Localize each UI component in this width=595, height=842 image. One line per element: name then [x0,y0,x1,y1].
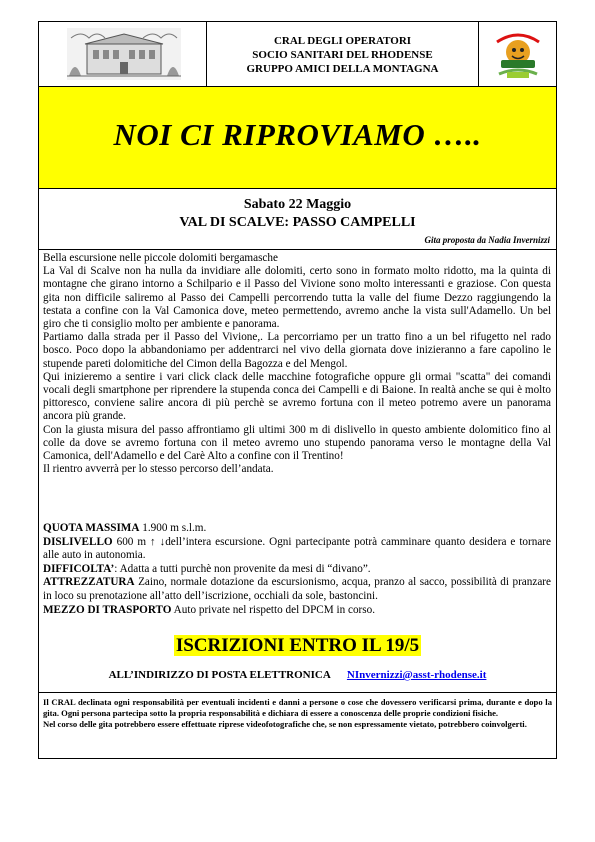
description-paragraph: Qui inizieremo a sentire i vari click clack delle macchine fotografiche oppure gli ormai "scatta" dei comandi vocali degli smartphone per riprendere la stupenda conca dei Campelli e di Baione. In realtà anche se qui è molto pittoresco, conviene salire ancora di più perchè se avremo fortuna con il meteo potremo avere un panorama ancora più grande. [43,370,551,423]
quota-label: QUOTA MASSIMA [43,522,140,534]
description [43,252,551,476]
logo-cell [479,22,556,86]
disclaimer-paragraph: Nel corso delle gita potrebbero essere effettuate riprese videofotografiche che, se non espressamente vietato, potrebbero coinvolgerti. [43,719,527,729]
registration-deadline-text: ISCRIZIONI ENTRO IL 19/5 [175,635,420,656]
quota-value: 1.900 m s.l.m. [139,522,207,534]
dislivello-row [43,536,551,563]
dislivello-label: DISLIVELLO [43,535,113,548]
email-label: ALL’INDIRIZZO DI POSTA ELETTRONICA [108,669,331,681]
headline: NOI CI RIPROVIAMO ….. [113,117,482,152]
registration-deadline [39,635,556,657]
difficolta-value: : Adatta a tutti purchè non provenite da mesi di “divano”. [114,562,371,575]
attrezzatura-row [43,576,551,603]
event-date: Sabato 22 Maggio [243,197,352,212]
event-destination: VAL DI SCALVE: PASSO CAMPELLI [179,215,416,230]
attrezzatura-label: ATTREZZATURA [43,576,135,589]
org-line-3: GRUPPO AMICI DELLA MONTAGNA [246,63,439,75]
attrezzatura-value: Zaino, normale dotazione da escursionismo, acqua, pranzo al sacco, possibilità di pranzare in loco su prenotazione all’atto dell’iscrizione, occhiali da sole, bastoncini. [43,576,551,602]
dislivello-value: 600 m ↑ ↓dell’intera escursione. Ogni partecipante potrà camminare quanto desidera e tornare alle auto in autonomia. [43,535,551,562]
header [39,22,556,87]
building-illustration-icon [67,28,181,80]
registration-email-row [39,669,556,681]
difficolta-label: DIFFICOLTA’ [43,562,115,575]
disclaimer-paragraph: Il CRAL declinata ogni responsabilità per eventuali incidenti e danni a persone o cose che dovessero verificarsi prima, durante e dopo la gita. Ogni persona partecipa sotto la propria responsabilità e dichiara di essere a conoscenza delle proprie condizioni fisiche. [43,697,552,718]
organization-cell [207,22,479,86]
divider [39,249,556,250]
trasporto-value: Auto private nel rispetto del DPCM in corso. [171,603,376,616]
headline-banner [39,87,556,189]
trasporto-label: MEZZO DI TRASPORTO [43,603,172,616]
event-proposer: Gita proposta da Nadia Invernizzi [424,235,550,245]
org-line-2: SOCIO SANITARI DEL RHODENSE [252,49,433,61]
quota-row [43,522,551,536]
description-paragraph: La Val di Scalve non ha nulla da invidiare alle dolomiti, certo sono in formato molto ridotto, ma la quinta di montagne che girano intorno a Schilpario e il Passo del Vivione sono molto interessanti e graziose. Con questa gita non difficile saliremo al Passo dei Campelli percorrendo tutta la valle del fiume Dezzo raggiungendo la testata a confine con la Val Camonica dove, meteo permettendo, avremo anche la vista sull'Adamello. Un bel giro che ti consiglio molto per ambiente e panorama. [43,265,551,331]
header-image-cell [39,22,207,86]
difficolta-row [43,563,551,577]
organization-name [207,22,478,76]
trasporto-row [43,604,551,618]
cral-rho-logo-icon [493,28,543,80]
org-line-1: CRAL DEGLI OPERATORI [273,35,412,47]
description-paragraph: Con la giusta misura del passo affrontiamo gli ultimi 300 m di dislivello in questo ambiente dolomitico fino al colle da dove se avremo fortuna con il meteo avremo uno stupendo panorama verso le montagne della Val Camonica, dell'Adamello e del Carè Alto a confine con il Trentino! [43,423,551,463]
description-paragraph: Il rientro avverrà per lo stesso percorso dell’andata. [43,463,274,476]
disclaimer [39,692,556,730]
flyer-frame [38,21,557,759]
description-paragraph: Partiamo dalla strada per il Passo del Vivione,. La percorriamo per un tratto fino a un bel rifugetto nel rado bosco. Poco dopo la abbandoniamo per addentrarci nel vivo della giornata dove inizieranno a fare capolino le stupende pareti dolomitiche del Cimon della Bagozza e del Mengol. [43,331,551,370]
email-link[interactable]: NInvernizzi@asst-rhodense.it [346,669,487,681]
trip-details [43,522,551,617]
description-paragraph: Bella escursione nelle piccole dolomiti bergamasche [43,252,278,264]
